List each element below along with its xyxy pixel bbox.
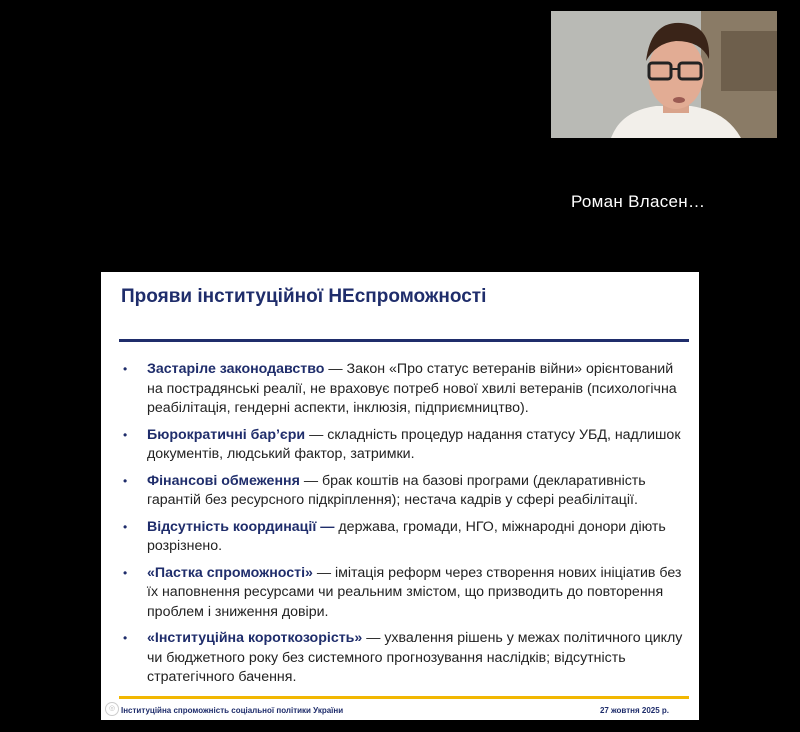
bullet-item <box>123 564 683 623</box>
bullet-item <box>123 629 683 688</box>
bullet-item <box>123 360 683 419</box>
bullet-heading: Застаріле законодавство <box>147 361 325 377</box>
logo-icon: ◎ <box>105 702 119 716</box>
bullet-dot: • <box>123 362 128 376</box>
bullet-text: — імітація реформ через створення нових ініціатив без їх наповнення ресурсами чи реальним змістом, що призводить до повторення проблем і зниження довіри. <box>147 564 682 620</box>
shared-slide <box>101 272 699 720</box>
bullet-heading: Відсутність координації — <box>147 518 335 535</box>
bullet-item <box>123 426 683 465</box>
bullet-text: — брак коштів на базові програми (декларативність гарантій без ресурсного підкріплення); нестача кадрів у сфері реабілітації. <box>147 472 646 508</box>
footer-title: Інституційна спроможність соціальної політики України <box>121 706 344 715</box>
bullet-heading: Бюрократичні бар’єри <box>147 426 306 443</box>
bullet-text: — Закон «Про статус ветеранів війни» орієнтований на пострадянські реалії, не враховує потреб нової хвилі ветеранів (психологічна реабілітація, гендерні аспекти, інклюзія, підприємництво). <box>147 361 677 416</box>
title-divider <box>119 339 689 342</box>
bullet-item <box>123 518 683 557</box>
bullet-dot: • <box>123 631 128 645</box>
bullet-heading: Фінансові обмеження <box>147 472 300 489</box>
bullet-dot: • <box>123 519 128 534</box>
bullet-item <box>123 472 683 511</box>
footer-date: 27 жовтня 2025 р. <box>599 706 669 715</box>
bullet-dot: • <box>123 565 128 580</box>
bullet-text: — складність процедур надання статусу УБД, надлишок документів, людський фактор, затримки. <box>147 426 681 462</box>
bullet-list <box>123 360 683 695</box>
participant-name: Роман Власен… <box>571 192 706 211</box>
bullet-text: держава, громади, НГО, міжнародні донори діють розрізнено. <box>147 518 666 554</box>
slide-title: Прояви інституційної НЕспроможності <box>121 286 487 307</box>
participant-video-image <box>551 11 777 138</box>
bullet-dot: • <box>123 427 128 442</box>
footer-divider <box>119 696 689 699</box>
bullet-heading: «Пастка спроможності» <box>147 564 313 581</box>
bullet-dot: • <box>123 473 128 488</box>
bullet-heading: «Інституційна короткозорість» <box>147 630 363 646</box>
bullet-text: — ухвалення рішень у межах політичного циклу чи бюджетного року без системного прогнозування наслідків; відсутність стратегічного бачення. <box>147 630 683 685</box>
participant-video[interactable] <box>551 11 777 138</box>
